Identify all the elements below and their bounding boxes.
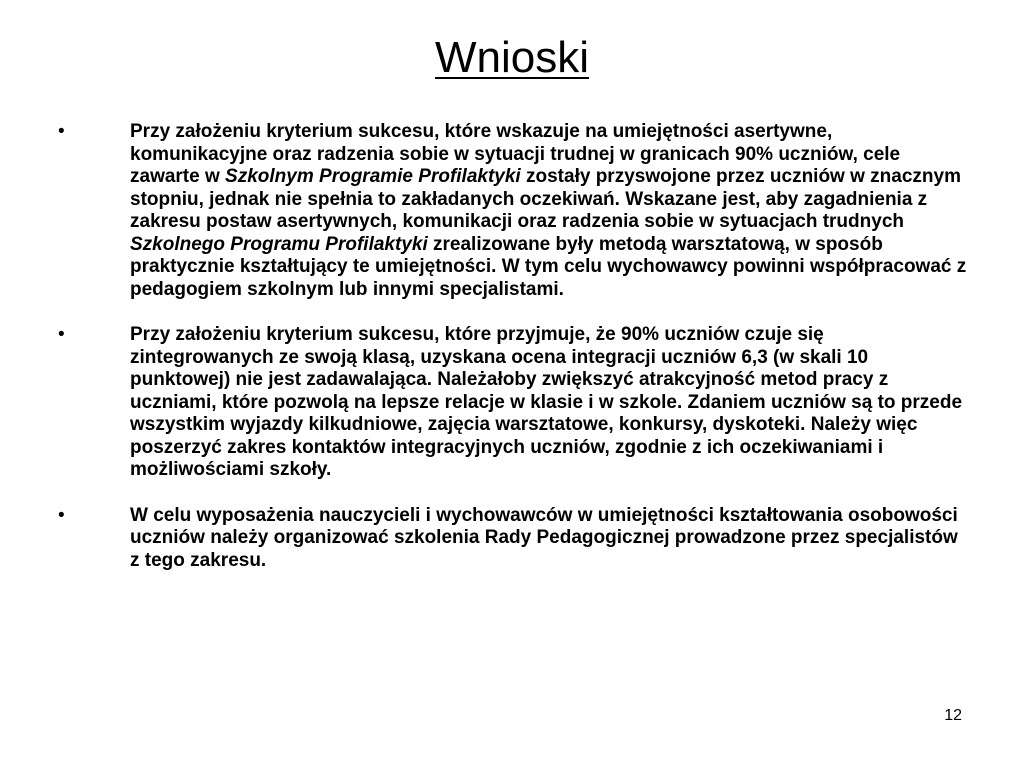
bullet-text — [130, 324, 962, 480]
bullet-item-2 — [58, 324, 970, 482]
bullet-text-segment: zrealizowane były metodą warsztatową, w sposób praktycznie kształtujący te umiejętności. W tym celu wychowawcy powinni współpracować z pedagogiem szkolnym lub innymi specjalistami. — [130, 233, 967, 300]
page-number: 12 — [944, 707, 962, 724]
program-name-italic: Szkolnego Programu Profilaktyki — [130, 233, 428, 255]
bullet-list — [58, 121, 970, 595]
bullet-text-segment: Przy założeniu kryterium sukcesu, które przyjmuje, że 90% uczniów czuje się zintegrowanych ze swoją klasą, uzyskana ocena integracji uczniów 6,3 (w skali 10 punktowej) nie jest zadawalająca. Należałoby zwiększyć atrakcyjność metod pracy z uczniami, które pozwolą na lepsze relacje w klasie i w szkole. Zdaniem uczniów są to przede wszystkim wyjazdy kilkudniowe, zajęcia warsztatowe, konkursy, dyskoteki. Należy więc poszerzyć zakres kontaktów integracyjnych uczniów, zgodnie z ich oczekiwaniami i możliwościami szkoły. — [130, 324, 963, 480]
bullet-item-1 — [58, 121, 970, 301]
bullet-icon: • — [58, 324, 65, 345]
bullet-text-segment: W celu wyposażenia nauczycieli i wychowawców w umiejętności kształtowania osobowości uczniów należy organizować szkolenia Rady Pedagogicznej prowadzone przez specjalistów z tego zakresu. — [130, 504, 958, 571]
bullet-text-segment: zostały przyswojone przez uczniów w znacznym stopniu, jednak nie spełnia to zakładanych oczekiwań. Wskazane jest, aby zagadnienia z zakresu postaw asertywnych, komunikacji oraz radzenia sobie w sytuacjach trudnych — [130, 166, 961, 232]
bullet-text — [130, 121, 966, 300]
program-name-italic: Szkolnym Programie Profilaktyki — [225, 166, 521, 187]
bullet-icon: • — [58, 121, 65, 142]
bullet-text — [130, 505, 958, 571]
bullet-text-segment: Przy założeniu kryterium sukcesu, które wskazuje na umiejętności asertywne, komunikacyjne oraz radzenia sobie w sytuacji trudnej w granicach 90% uczniów, cele zawarte w — [130, 121, 901, 187]
bullet-icon: • — [58, 504, 65, 526]
bullet-item-3 — [58, 505, 970, 573]
slide-title: Wnioski — [434, 33, 590, 82]
